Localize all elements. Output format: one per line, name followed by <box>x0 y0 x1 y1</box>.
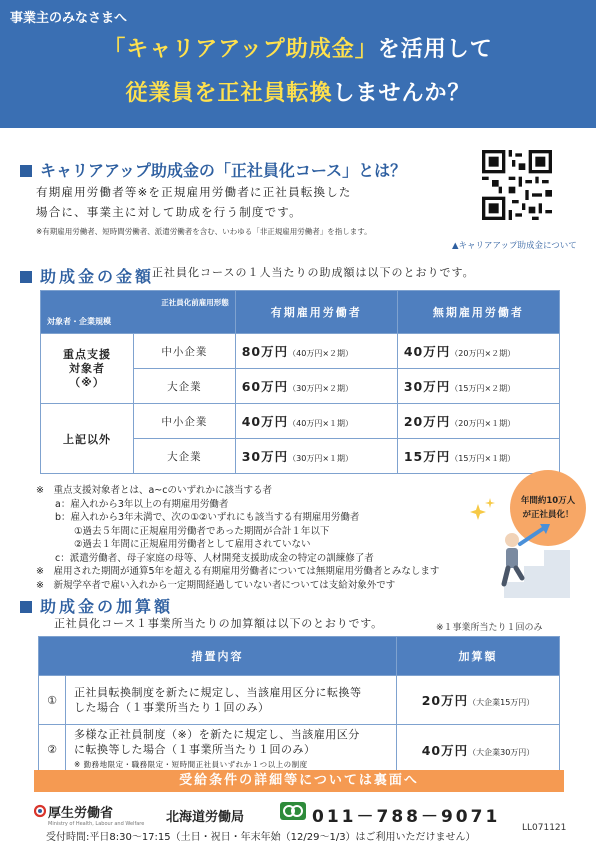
header-banner <box>0 0 596 128</box>
free-dial-icon <box>280 802 306 820</box>
square-bullet-icon <box>20 601 32 613</box>
amount-cell: 40万円（20万円×２期） <box>397 334 559 369</box>
document-code: LL071121 <box>522 823 567 833</box>
company-size: 中小企業 <box>134 404 236 439</box>
amount-cell: 30万円（15万円×２期） <box>397 369 559 404</box>
bureau-name: 北海道労働局 <box>166 810 245 825</box>
climbing-stairs-illustration <box>470 498 570 598</box>
badge-line-1: 年間約10万人 <box>520 496 576 506</box>
corner-label-bottom: 対象者・企業規模 <box>47 317 111 326</box>
amount-cell: 40万円（40万円×１期） <box>235 404 397 439</box>
addition-table <box>38 636 560 775</box>
col-header-addition-amount: 加算額 <box>397 637 560 676</box>
square-bullet-icon <box>20 271 32 283</box>
amount-cell: 60万円（30万円×２期） <box>235 369 397 404</box>
phone-number[interactable]: 011－788－9071 <box>312 807 501 827</box>
intro-title: キャリアアップ助成金の「正社員化コース」とは？ <box>20 158 406 181</box>
intro-text <box>36 182 352 222</box>
note-line: ①過去５年間に正規雇用労働者であった期間が合計１年以下 <box>36 525 330 537</box>
eligibility-notes <box>36 484 439 592</box>
addition-amount: 40万円（大企業30万円） <box>397 725 560 775</box>
table-corner-header <box>41 291 236 334</box>
headline-rest-1: を活用して <box>377 37 493 62</box>
headline-line-1 <box>0 32 596 63</box>
headline-line-2 <box>0 76 596 107</box>
amount-cell: 30万円（30万円×１期） <box>235 439 397 474</box>
row-number: ② <box>39 725 66 775</box>
qr-code-icon[interactable] <box>482 150 552 220</box>
addition-title: 助成金の加算額 <box>20 594 173 617</box>
amount-title: 助成金の金額 <box>20 264 154 287</box>
addition-subtitle: 正社員化コース１事業所当たりの加算額は以下のとおりです。 <box>54 617 383 630</box>
addition-amount: 20万円（大企業15万円） <box>397 676 560 725</box>
intro-line-2: 場合に、事業主に対して助成を行う制度です。 <box>36 205 302 219</box>
intro-line-1: 有期雇用労働者等※を正規雇用労働者に正社員転換した <box>36 185 352 199</box>
col-header-measure: 措置内容 <box>39 637 397 676</box>
group-others: 上記以外 <box>41 404 134 474</box>
reception-hours: 受付時間:平日8:30～17:15（土日・祝日・年末年始（12/29～1/3）はご利用いただけません） <box>46 832 476 843</box>
addition-side-note: ※１事業所当たり１回のみ <box>436 623 543 633</box>
corner-label-top: 正社員化前雇用形態 <box>161 298 229 307</box>
qr-caption[interactable]: ▲キャリアアップ助成金について <box>452 241 577 251</box>
note-line: ※ 新規学卒者で雇い入れから一定期間経過していない者については支給対象外です <box>36 579 396 591</box>
row-number: ① <box>39 676 66 725</box>
amount-cell: 15万円（15万円×１期） <box>397 439 559 474</box>
company-size: 大企業 <box>134 439 236 474</box>
note-line: c：派遣労働者、母子家庭の母等、人材開発支援助成金の特定の訓練修了者 <box>36 552 374 564</box>
headline-highlight-1: 「キャリアアップ助成金」 <box>103 37 378 62</box>
measure-description: 多様な正社員制度（※）を新たに規定し、当該雇用区分 に転換等した場合（１事業所当たり１回のみ） ※ 勤務地限定・職務限定・短時間正社員いずれか１つ以上の制度 <box>66 725 397 775</box>
col-header-indefinite-term: 無期雇用労働者 <box>397 291 559 334</box>
intro-footnote: ※有期雇用労働者、短時間労働者、派遣労働者を含む、いわゆる「非正規雇用労働者」を指します。 <box>36 227 372 236</box>
note-line: ※ 雇用された期間が通算5年を超える有期雇用労働者については無期雇用労働者とみなします <box>36 566 440 577</box>
group-priority-support: 重点支援 対象者 （※） <box>41 334 134 404</box>
ministry-logo-icon <box>34 803 46 819</box>
ministry-name: 厚生労働省 Ministry of Health, Labour and Welfare <box>48 806 145 827</box>
badge-line-2: が正社員化！ <box>522 510 574 520</box>
header-audience: 事業主のみなさまへ <box>10 11 128 26</box>
amount-cell: 20万円（20万円×１期） <box>397 404 559 439</box>
note-line: ②過去１年間に正規雇用労働者として雇用されていない <box>36 539 311 550</box>
headline-highlight-2: 従業員を正社員転換 <box>125 81 333 106</box>
company-size: 大企業 <box>134 369 236 404</box>
company-size: 中小企業 <box>134 334 236 369</box>
headline-rest-2: しませんか？ <box>332 81 471 106</box>
square-bullet-icon <box>20 165 32 177</box>
note-line: a：雇入れから3年以上の有期雇用労働者 <box>36 498 229 510</box>
amount-subtitle: 正社員化コースの１人当たりの助成額は以下のとおりです。 <box>152 266 475 279</box>
amount-table <box>40 290 560 474</box>
note-line: b：雇入れから3年未満で、次の①②いずれにも該当する有期雇用労働者 <box>36 512 360 523</box>
col-header-fixed-term: 有期雇用労働者 <box>235 291 397 334</box>
details-banner[interactable]: 受給条件の詳細等については裏面へ <box>34 770 564 792</box>
measure-description: 正社員転換制度を新たに規定し、当該雇用区分に転換等 した場合（１事業所当たり１回のみ） <box>66 676 397 725</box>
amount-cell: 80万円（40万円×２期） <box>235 334 397 369</box>
note-line: ※ 重点支援対象者とは、a~cのいずれかに該当する者 <box>36 485 272 496</box>
